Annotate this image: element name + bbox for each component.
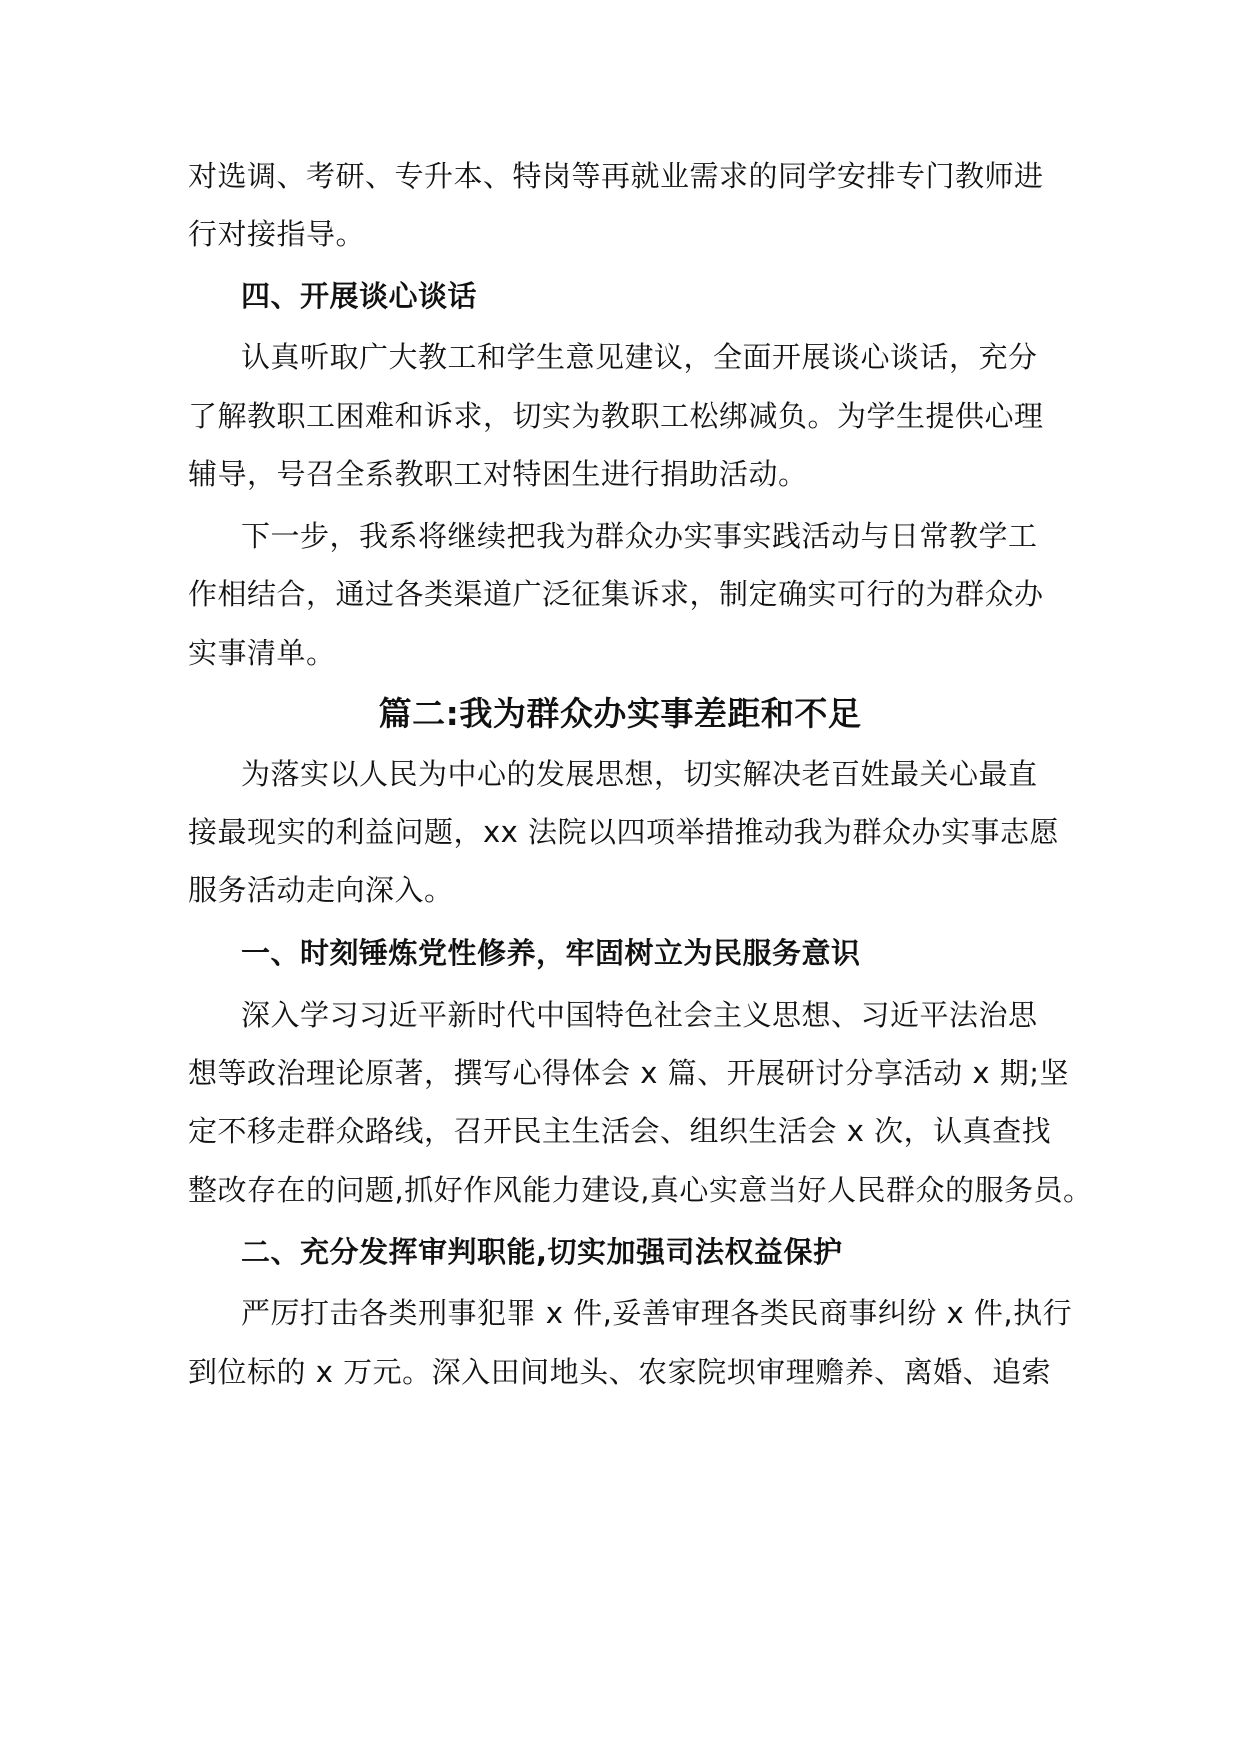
- paragraph-line: 实事清单。: [188, 636, 336, 670]
- paragraph-line: 行对接指导。: [188, 217, 366, 251]
- paragraph-line: 严厉打击各类刑事犯罪 x 件,妥善审理各类民商事纠纷 x 件,执行: [241, 1296, 1073, 1330]
- section-heading: 二、充分发挥审判职能,切实加强司法权益保护: [241, 1235, 843, 1269]
- paragraph-line: 辅导，号召全系教职工对特困生进行捐助活动。: [188, 457, 808, 491]
- paragraph-line: 整改存在的问题,抓好作风能力建设,真心实意当好人民群众的服务员。: [188, 1173, 1093, 1207]
- paragraph-line: 对选调、考研、专升本、特岗等再就业需求的同学安排专门教师进: [188, 159, 1044, 193]
- paragraph-line: 作相结合，通过各类渠道广泛征集诉求，制定确实可行的为群众办: [188, 577, 1044, 611]
- paragraph-line: 到位标的 x 万元。深入田间地头、农家院坝审理赡养、离婚、追索: [188, 1355, 1052, 1389]
- section-heading: 四、开展谈心谈话: [241, 279, 478, 313]
- paragraph-line: 服务活动走向深入。: [188, 873, 454, 907]
- paragraph-line: 认真听取广大教工和学生意见建议，全面开展谈心谈话，充分: [241, 340, 1038, 374]
- article-title: 篇二:我为群众办实事差距和不足: [378, 694, 862, 733]
- paragraph-line: 为落实以人民为中心的发展思想，切实解决老百姓最关心最直: [241, 757, 1038, 791]
- paragraph-line: 想等政治理论原著，撰写心得体会 x 篇、开展研讨分享活动 x 期;坚: [188, 1056, 1069, 1090]
- paragraph-line: 了解教职工困难和诉求，切实为教职工松绑减负。为学生提供心理: [188, 399, 1044, 433]
- paragraph-line: 深入学习习近平新时代中国特色社会主义思想、习近平法治思: [241, 998, 1038, 1032]
- paragraph-line: 接最现实的利益问题，xx 法院以四项举措推动我为群众办实事志愿: [188, 815, 1060, 849]
- section-heading: 一、时刻锤炼党性修养，牢固树立为民服务意识: [241, 936, 861, 970]
- paragraph-line: 下一步，我系将继续把我为群众办实事实践活动与日常教学工: [241, 519, 1038, 553]
- paragraph-line: 定不移走群众路线，召开民主生活会、组织生活会 x 次，认真查找: [188, 1114, 1052, 1148]
